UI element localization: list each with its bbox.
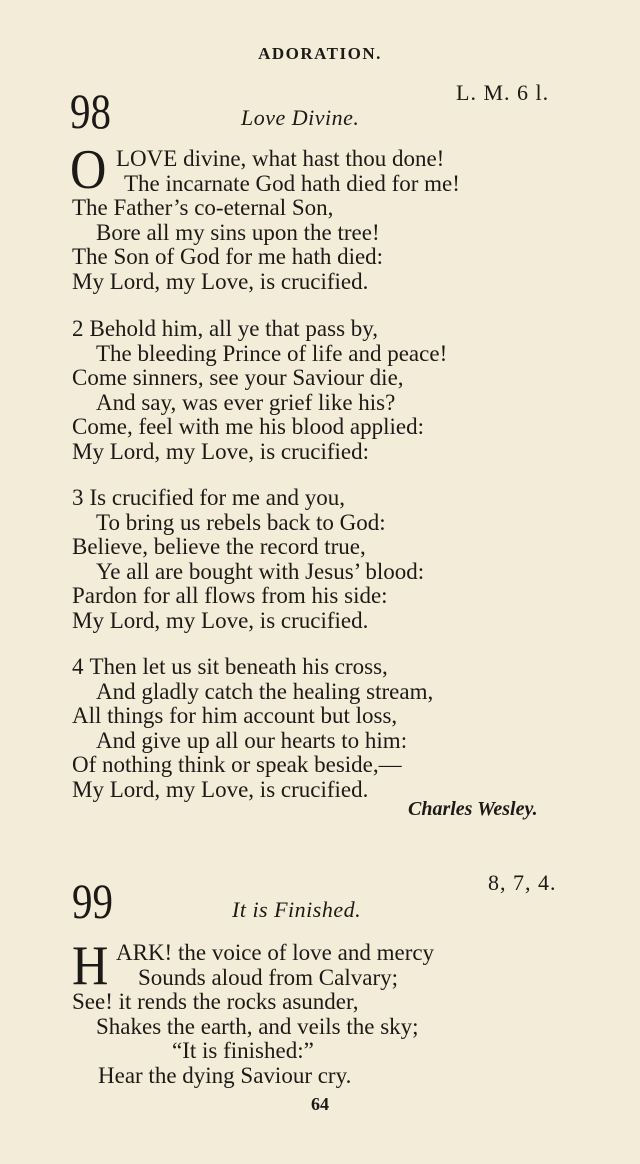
hymn-98-verse-4 — [72, 655, 433, 803]
verse-number: 2 — [72, 316, 84, 341]
verse-line: And give up all our hearts to him: — [96, 727, 408, 753]
page-number: 64 — [311, 1094, 329, 1114]
verse-line: ARK! the voice of love and mercy — [116, 940, 435, 965]
verse-line: My Lord, my Love, is crucified: — [72, 438, 370, 464]
verse-line: The Father’s co-eternal Son, — [72, 195, 334, 221]
hymn-98-dropcap: O — [70, 139, 107, 201]
verse-line: My Lord, my Love, is crucified. — [72, 268, 369, 294]
hymn-98-verse-3 — [72, 486, 424, 634]
hymn-99-dropcap: H — [72, 935, 109, 997]
verse-line: Hear the dying Saviour cry. — [98, 1062, 352, 1088]
verse-line: 4 Then let us sit beneath his cross, — [72, 654, 388, 679]
hymn-98-title: Love Divine. — [241, 105, 360, 130]
verse-line: Come, feel with me his blood applied: — [72, 414, 424, 440]
verse-line: “It is finished:” — [172, 1038, 314, 1064]
verse-line: 3 Is crucified for me and you, — [72, 485, 345, 510]
hymn-99-title: It is Finished. — [232, 897, 362, 922]
verse-line: Pardon for all flows from his side: — [72, 583, 388, 609]
verse-line: And say, was ever grief like his? — [96, 389, 396, 415]
verse-line: Of nothing think or speak beside,— — [72, 752, 402, 778]
verse-line: The bleeding Prince of life and peace! — [96, 340, 448, 366]
verse-line: See! it rends the rocks asunder, — [72, 989, 359, 1015]
verse-line: And gladly catch the healing stream, — [96, 678, 434, 704]
hymn-98-author: Charles Wesley. — [408, 798, 538, 820]
verse-line: Ye all are bought with Jesus’ blood: — [96, 558, 425, 584]
verse-line: My Lord, my Love, is crucified. — [72, 607, 369, 633]
verse-line: My Lord, my Love, is crucified. — [72, 776, 369, 802]
hymn-99-verse-1 — [72, 941, 434, 1089]
verse-line: Sounds aloud from Calvary; — [138, 964, 398, 990]
verse-line: To bring us rebels back to God: — [96, 509, 386, 535]
verse-line: 2 Behold him, all ye that pass by, — [72, 316, 379, 341]
hymn-98-number: 98 — [70, 83, 111, 139]
verse-line: The incarnate God hath died for me! — [124, 170, 460, 196]
hymn-98-verse-1 — [72, 147, 460, 295]
verse-line: Bore all my sins upon the tree! — [96, 219, 380, 245]
running-header: ADORATION. — [258, 44, 382, 63]
verse-line: LOVE divine, what hast thou done! — [116, 146, 445, 171]
hymn-99-meter: 8, 7, 4. — [488, 870, 557, 895]
hymn-98-meter: L. M. 6 l. — [456, 80, 550, 105]
verse-line: All things for him account but loss, — [72, 703, 398, 729]
verse-line: Believe, believe the record true, — [72, 534, 366, 560]
verse-line: Come sinners, see your Saviour die, — [72, 365, 404, 391]
hymn-98-verse-2 — [72, 317, 447, 465]
verse-line: The Son of God for me hath died: — [72, 244, 384, 270]
verse-number: 3 — [72, 485, 84, 510]
verse-line: Shakes the earth, and veils the sky; — [96, 1013, 419, 1039]
hymn-99-number: 99 — [72, 873, 113, 929]
verse-number: 4 — [72, 654, 84, 679]
